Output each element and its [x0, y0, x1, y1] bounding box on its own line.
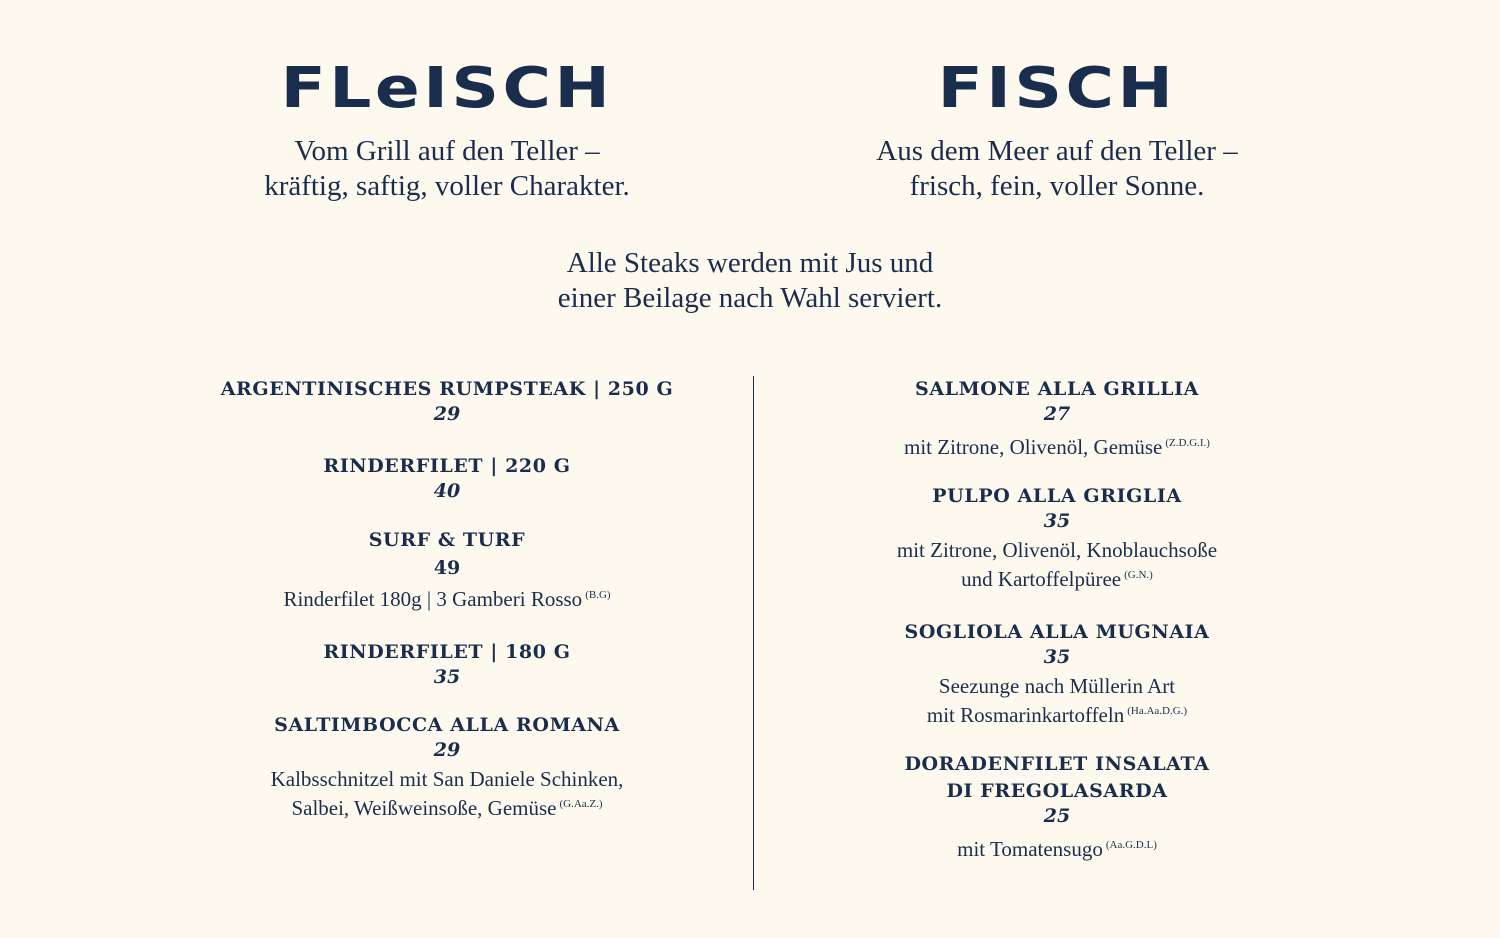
menu-item-description-line: mit Tomatensugo: [957, 837, 1103, 861]
menu-item-description-line: [757, 699, 1357, 728]
fish-menu-list: [757, 376, 1357, 862]
steak-note: [400, 246, 1100, 316]
menu-item-price: 25: [1043, 805, 1071, 827]
menu-item-description-text: Salbei, Weißweinsoße, Gemüse: [291, 796, 557, 820]
meat-tagline-line: Vom Grill auf den Teller –: [294, 135, 600, 167]
menu-item-description-line: mit Zitrone, Olivenöl, Knoblauchsoße: [896, 538, 1218, 562]
menu-item-description-line: Rinderfilet 180g | 3 Gamberi Rosso: [283, 587, 583, 611]
menu-item-description-text: und Kartoffelpüree: [961, 567, 1122, 591]
meat-section-title: FLeISCH: [280, 56, 614, 121]
menu-item-name: SOGLIOLA ALLA MUGNAIA: [904, 621, 1210, 643]
fish-tagline: [757, 134, 1357, 204]
menu-item-description-line: mit Zitrone, Olivenöl, Gemüse: [904, 435, 1163, 459]
menu-item-name: ARGENTINISCHES RUMPSTEAK | 250 G: [220, 378, 674, 400]
menu-item-price: 35: [433, 666, 461, 688]
menu-item-name: RINDERFILET | 180 G: [323, 641, 571, 663]
menu-item-name: DORADENFILET INSALATA: [904, 753, 1210, 775]
steak-note-line: einer Beilage nach Wahl serviert.: [557, 282, 943, 314]
allergen-codes: (G.N.): [1124, 569, 1153, 581]
menu-item: [147, 712, 747, 821]
meat-tagline: [147, 134, 747, 204]
menu-item-description: [757, 674, 1357, 728]
menu-item-description-line: [757, 563, 1357, 592]
menu-item: [147, 639, 747, 689]
menu-item-name: RINDERFILET | 220 G: [323, 455, 571, 477]
fish-section-title: FISCH: [937, 56, 1177, 121]
allergen-codes: (Aa.G.D.L): [1105, 839, 1157, 851]
steak-note-line: Alle Steaks werden mit Jus und: [566, 247, 934, 279]
meat-menu-list: [147, 376, 747, 821]
menu-item: [757, 751, 1357, 862]
menu-item-price: 40: [433, 480, 461, 502]
menu-item-description-text: mit Rosmarinkartoffeln: [926, 703, 1125, 727]
menu-item-price: 27: [1043, 403, 1071, 425]
menu-item-name: PULPO ALLA GRIGLIA: [932, 485, 1182, 507]
fish-tagline-line: Aus dem Meer auf den Teller –: [876, 135, 1238, 167]
menu-item: [757, 376, 1357, 460]
menu-item-description-line: Seezunge nach Müllerin Art: [938, 674, 1176, 698]
menu-item-description: [147, 767, 747, 821]
menu-item-description: [757, 833, 1357, 862]
menu-item-description: [147, 583, 747, 612]
menu-item-name: SALTIMBOCCA ALLA ROMANA: [274, 714, 620, 736]
allergen-codes: (G.Aa.Z.): [559, 798, 603, 810]
menu-item: [757, 619, 1357, 728]
menu-item-price: 49: [433, 557, 461, 579]
menu-item: [757, 483, 1357, 592]
allergen-codes: (Ha.Aa.D.G.): [1127, 705, 1188, 717]
menu-item-description-line: Kalbsschnitzel mit San Daniele Schinken,: [270, 767, 624, 791]
menu-item: [147, 376, 747, 426]
menu-item-name: DI FREGOLASARDA: [946, 780, 1168, 802]
allergen-codes: (Z.D.G.I.): [1165, 437, 1210, 449]
menu-item-price: 29: [433, 403, 461, 425]
menu-item: [147, 453, 747, 503]
menu-item-description: [757, 431, 1357, 460]
menu-item-price: 29: [433, 739, 461, 761]
menu-item-description: [757, 538, 1357, 592]
meat-tagline-line: kräftig, saftig, voller Charakter.: [264, 170, 630, 202]
menu-item-description-line: [147, 792, 747, 821]
menu-item-name: SURF & TURF: [368, 529, 526, 551]
menu-item: [147, 527, 747, 612]
allergen-codes: (B.G): [585, 589, 611, 601]
menu-item-price: 35: [1043, 646, 1071, 668]
fish-tagline-line: frisch, fein, voller Sonne.: [909, 170, 1205, 202]
column-divider: [753, 376, 754, 890]
menu-item-name: SALMONE ALLA GRILLIA: [915, 378, 1199, 400]
menu-item-price: 35: [1043, 510, 1071, 532]
